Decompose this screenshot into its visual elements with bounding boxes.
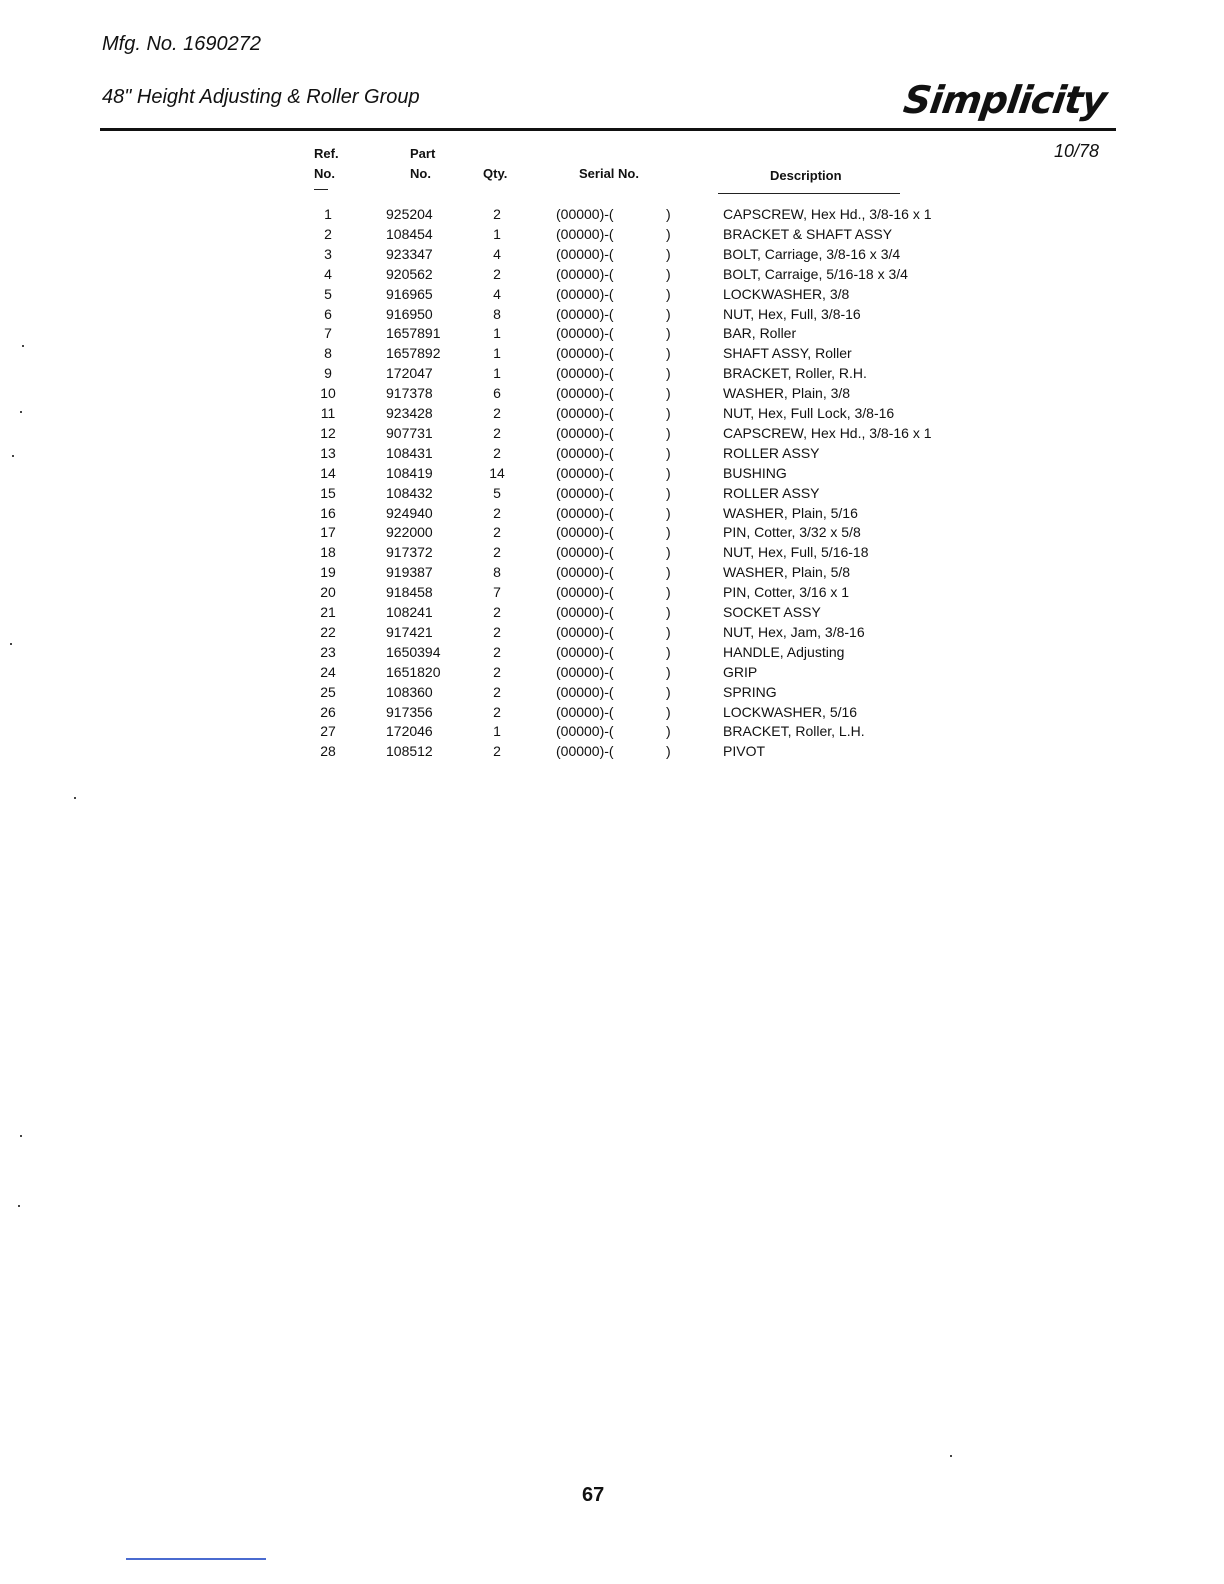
serial-close: ) [666,365,671,382]
description: BRACKET, Roller, L.H. [723,723,865,740]
serial-number: (00000)-( [556,544,614,561]
ref-number: 28 [320,743,336,760]
serial-number: (00000)-( [556,464,614,481]
serial-number: (00000)-( [556,643,614,660]
ref-number: 9 [324,365,332,382]
page-number: 67 [582,1484,605,1506]
header-divider [100,128,1116,131]
part-number: 108360 [386,683,433,700]
serial-number: (00000)-( [556,265,614,282]
scan-speck [10,643,12,645]
ref-number: 27 [320,723,336,740]
serial-close: ) [666,305,671,322]
footer-link-underline [126,1558,266,1560]
quantity: 2 [493,424,501,441]
ref-number: 11 [320,405,336,421]
serial-close: ) [666,225,671,242]
quantity: 2 [493,444,501,461]
table-row [0,483,1224,503]
table-row [0,403,1224,423]
mfg-number: Mfg. No. 1690272 [102,33,261,55]
description: LOCKWASHER, 3/8 [723,285,850,302]
serial-number: (00000)-( [556,703,614,720]
description: BOLT, Carriage, 3/8-16 x 3/4 [723,245,901,262]
ref-number: 22 [320,623,336,640]
col-header-serial: Serial No. [579,166,639,181]
quantity: 2 [493,405,501,421]
serial-number: (00000)-( [556,225,614,242]
serial-close: ) [666,484,671,501]
quantity: 2 [493,504,501,521]
ref-number: 5 [324,285,332,302]
description: NUT, Hex, Full, 3/8-16 [723,305,861,322]
serial-number: (00000)-( [556,365,614,382]
ref-number: 20 [320,584,336,601]
description: GRIP [723,663,758,680]
col-header-qty: Qty. [483,166,508,181]
part-number: 923428 [386,405,433,421]
quantity: 8 [493,564,501,581]
table-row [0,741,1224,761]
description: BUSHING [723,464,787,481]
ref-number: 12 [320,424,336,441]
description: CAPSCREW, Hex Hd., 3/8-16 x 1 [723,424,932,441]
serial-number: (00000)-( [556,743,614,760]
scan-speck [20,1135,22,1137]
serial-number: (00000)-( [556,663,614,680]
description: NUT, Hex, Jam, 3/8-16 [723,623,865,640]
table-row [0,264,1224,284]
serial-number: (00000)-( [556,484,614,501]
part-number: 108431 [386,444,433,461]
ref-number: 4 [324,265,332,282]
part-number: 108512 [386,743,433,760]
part-number: 923347 [386,245,433,262]
serial-close: ) [666,464,671,481]
table-row [0,244,1224,264]
quantity: 2 [493,206,501,222]
part-number: 922000 [386,524,433,541]
ref-number: 19 [320,564,336,581]
part-number: 916950 [386,305,433,322]
quantity: 1 [493,225,501,242]
serial-number: (00000)-( [556,245,614,262]
serial-number: (00000)-( [556,405,614,421]
part-number: 917421 [386,623,433,640]
description: NUT, Hex, Full, 5/16-18 [723,544,869,561]
ref-number: 16 [320,504,336,521]
table-row [0,562,1224,582]
quantity: 1 [493,345,501,362]
quantity: 2 [493,604,501,620]
table-row [0,224,1224,244]
serial-close: ) [666,703,671,720]
ref-number: 8 [324,345,332,362]
description: BRACKET & SHAFT ASSY [723,225,893,242]
serial-number: (00000)-( [556,345,614,362]
col-header-description: Description [770,168,842,183]
description: PIN, Cotter, 3/32 x 5/8 [723,524,861,541]
ref-number: 23 [320,643,336,660]
quantity: 1 [493,723,501,740]
description: CAPSCREW, Hex Hd., 3/8-16 x 1 [723,206,932,222]
serial-close: ) [666,723,671,740]
table-row [0,503,1224,523]
ref-number: 1 [324,206,332,222]
scan-speck [20,411,22,413]
ref-number: 7 [324,325,332,342]
part-number: 919387 [386,564,433,581]
serial-close: ) [666,623,671,640]
quantity: 7 [493,584,501,601]
part-number: 916965 [386,285,433,302]
ref-number: 2 [324,225,332,242]
scan-speck [22,345,24,347]
quantity: 8 [493,305,501,322]
serial-close: ) [666,265,671,282]
description: HANDLE, Adjusting [723,643,845,660]
quantity: 14 [489,464,505,481]
part-number: 1650394 [386,643,441,660]
table-row [0,363,1224,383]
table-row [0,582,1224,602]
quantity: 4 [493,245,501,262]
serial-close: ) [666,245,671,262]
serial-close: ) [666,424,671,441]
part-number: 108241 [386,604,433,620]
serial-number: (00000)-( [556,604,614,620]
part-number: 924940 [386,504,433,521]
part-number: 1651820 [386,663,441,680]
table-row [0,463,1224,483]
description: SHAFT ASSY, Roller [723,345,852,362]
description: PIVOT [723,743,766,760]
quantity: 2 [493,743,501,760]
serial-number: (00000)-( [556,385,614,402]
quantity: 2 [493,524,501,541]
serial-close: ) [666,285,671,302]
serial-close: ) [666,504,671,521]
serial-number: (00000)-( [556,504,614,521]
description: WASHER, Plain, 5/8 [723,564,851,581]
serial-number: (00000)-( [556,564,614,581]
part-number: 108432 [386,484,433,501]
scan-speck [18,1205,20,1207]
description: ROLLER ASSY [723,444,820,461]
part-number: 1657892 [386,345,441,362]
part-number: 172046 [386,723,433,740]
serial-number: (00000)-( [556,623,614,640]
quantity: 2 [493,663,501,680]
part-number: 917372 [386,544,433,561]
part-number: 918458 [386,584,433,601]
quantity: 2 [493,703,501,720]
header-underline [314,189,328,190]
quantity: 2 [493,683,501,700]
serial-close: ) [666,743,671,760]
serial-close: ) [666,325,671,342]
col-header-part: Part No. [410,146,436,181]
table-row [0,622,1224,642]
serial-close: ) [666,345,671,362]
quantity: 1 [493,365,501,382]
part-number: 917378 [386,385,433,402]
table-row [0,323,1224,343]
serial-close: ) [666,683,671,700]
scan-speck [74,797,76,799]
serial-close: ) [666,524,671,541]
serial-close: ) [666,444,671,461]
table-row [0,284,1224,304]
revision-date: 10/78 [1054,141,1100,161]
table-row [0,423,1224,443]
serial-number: (00000)-( [556,206,614,222]
part-number: 1657891 [386,325,441,342]
quantity: 6 [493,385,501,402]
description: SOCKET ASSY [723,604,821,620]
serial-number: (00000)-( [556,305,614,322]
part-number: 920562 [386,265,433,282]
table-row [0,343,1224,363]
table-row [0,204,1224,224]
serial-close: ) [666,564,671,581]
serial-number: (00000)-( [556,723,614,740]
part-number: 108454 [386,225,433,242]
description: WASHER, Plain, 3/8 [723,385,851,402]
part-number: 108419 [386,464,433,481]
description: NUT, Hex, Full Lock, 3/8-16 [723,405,895,421]
serial-close: ) [666,663,671,680]
ref-number: 18 [320,544,336,561]
ref-number: 21 [320,604,336,620]
table-row [0,662,1224,682]
table-row [0,522,1224,542]
serial-close: ) [666,584,671,601]
serial-close: ) [666,544,671,561]
ref-number: 3 [324,245,332,262]
serial-close: ) [666,405,671,421]
scan-speck [950,1455,952,1457]
description: BAR, Roller [723,325,797,342]
ref-number: 25 [320,683,336,700]
header-underline [718,193,900,194]
serial-number: (00000)-( [556,584,614,601]
serial-number: (00000)-( [556,325,614,342]
table-row [0,383,1224,403]
part-number: 172047 [386,365,433,382]
ref-number: 15 [320,484,336,501]
serial-number: (00000)-( [556,524,614,541]
table-row [0,642,1224,662]
serial-number: (00000)-( [556,683,614,700]
ref-number: 14 [320,464,336,481]
quantity: 5 [493,484,501,501]
serial-close: ) [666,385,671,402]
ref-number: 17 [320,524,336,541]
ref-number: 13 [320,444,336,461]
ref-number: 26 [320,703,336,720]
description: WASHER, Plain, 5/16 [723,504,858,521]
serial-number: (00000)-( [556,444,614,461]
part-number: 925204 [386,206,433,222]
quantity: 2 [493,643,501,660]
description: BOLT, Carraige, 5/16-18 x 3/4 [723,265,908,282]
part-number: 907731 [386,424,433,441]
quantity: 2 [493,623,501,640]
brand-logo: Simplicity [900,78,1109,122]
serial-close: ) [666,604,671,620]
description: SPRING [723,683,777,700]
description: BRACKET, Roller, R.H. [723,365,867,382]
table-row [0,682,1224,702]
quantity: 1 [493,325,501,342]
description: PIN, Cotter, 3/16 x 1 [723,584,850,601]
table-row [0,721,1224,741]
description: LOCKWASHER, 5/16 [723,703,858,720]
serial-number: (00000)-( [556,424,614,441]
table-row [0,602,1224,622]
table-row [0,702,1224,722]
col-header-ref: Ref. No. [314,146,339,181]
ref-number: 10 [320,385,336,402]
table-row [0,443,1224,463]
table-row [0,304,1224,324]
scan-speck [12,455,14,457]
ref-number: 6 [324,305,332,322]
quantity: 2 [493,544,501,561]
serial-close: ) [666,643,671,660]
serial-number: (00000)-( [556,285,614,302]
part-number: 917356 [386,703,433,720]
quantity: 2 [493,265,501,282]
quantity: 4 [493,285,501,302]
description: ROLLER ASSY [723,484,820,501]
table-row [0,542,1224,562]
page-title: 48" Height Adjusting & Roller Group [102,86,420,108]
serial-close: ) [666,206,671,222]
ref-number: 24 [320,663,336,680]
